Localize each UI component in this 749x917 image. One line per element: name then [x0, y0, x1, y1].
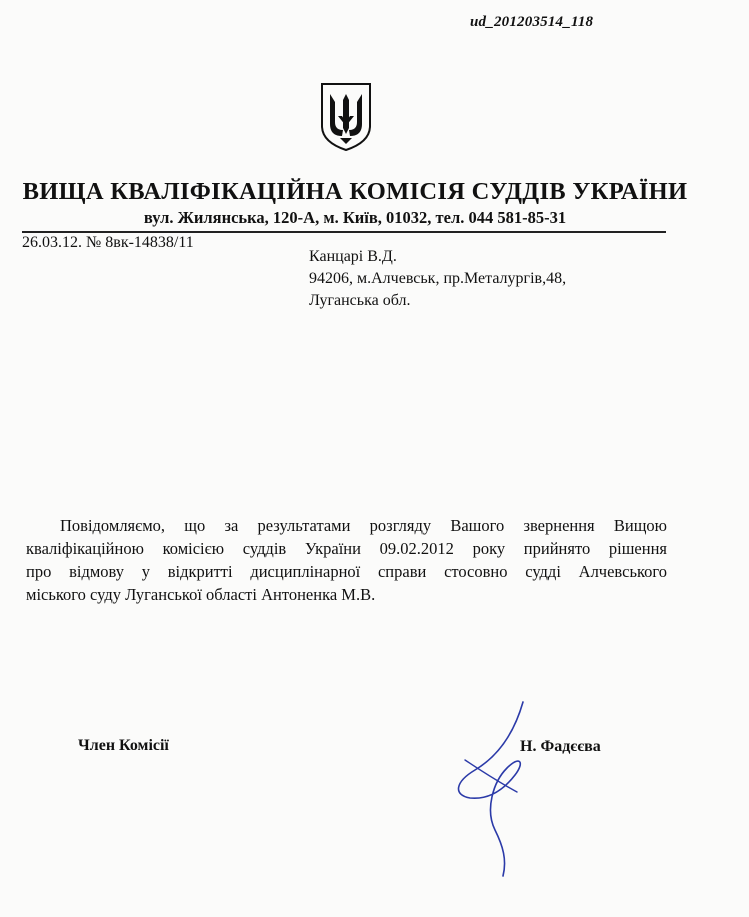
- document-id: ud_201203514_118: [470, 14, 594, 30]
- header-divider: [22, 231, 666, 233]
- trident-coat-of-arms-icon: [318, 80, 374, 152]
- organization-name: ВИЩА КВАЛІФІКАЦІЙНА КОМІСІЯ СУДДІВ УКРАЇНИ: [22, 178, 688, 205]
- recipient-region: Луганська обл.: [309, 292, 411, 309]
- body-line: міського суду Луганської області Антоненка М.В.: [26, 585, 376, 604]
- reference-number: 26.03.12. № 8вк-14838/11: [22, 234, 194, 251]
- body-line: кваліфікаційною комісією суддів України 09.02.2012 року прийнято рішення: [26, 539, 667, 558]
- signatory-role: Член Комісії: [78, 737, 169, 754]
- body-line: Повідомляємо, що за результатами розгляду Вашого звернення Вищою: [60, 516, 667, 535]
- handwritten-signature: [445, 700, 545, 880]
- recipient-block: [309, 246, 566, 312]
- recipient-address: 94206, м.Алчевськ, пр.Металургів,48,: [309, 270, 567, 287]
- body-line: про відмову у відкритті дисциплінарної справи стосовно судді Алчевського: [26, 562, 667, 581]
- signatory-name: Н. Фадєєва: [520, 738, 601, 755]
- recipient-name: Канцарі В.Д.: [309, 248, 397, 265]
- organization-address: вул. Жилянська, 120-А, м. Київ, 01032, тел. 044 581-85-31: [143, 208, 567, 227]
- letter-body: [26, 514, 667, 606]
